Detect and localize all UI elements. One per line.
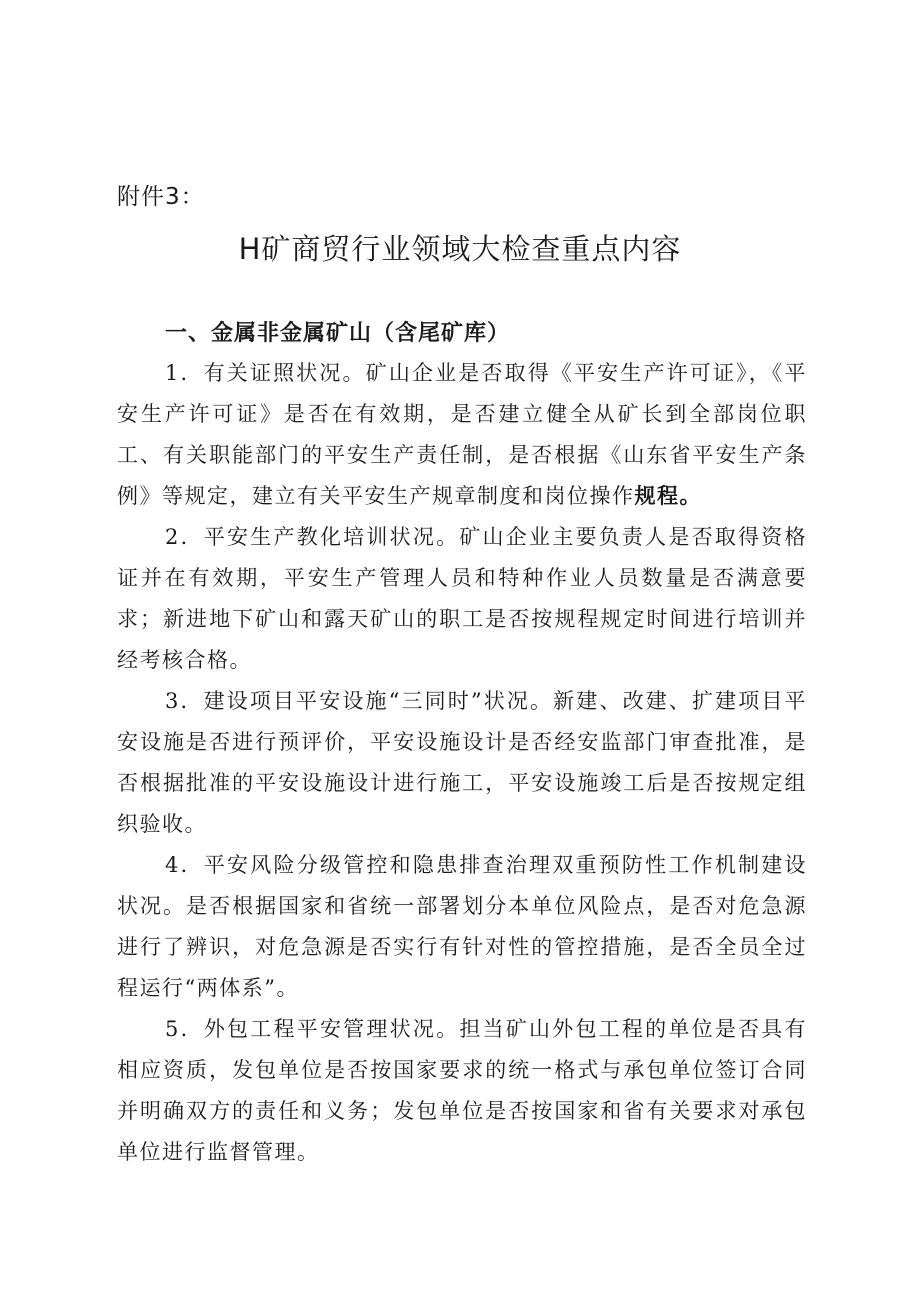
paragraph-2 (117, 517, 807, 681)
paragraph-1-tail: 规程。 (634, 484, 702, 508)
paragraph-1 (117, 353, 807, 517)
attachment-label: 附件3： (117, 184, 205, 210)
document-title: H矿商贸行业领域大检查重点内容 (238, 232, 682, 266)
paragraph-5 (117, 1009, 807, 1173)
paragraph-4 (117, 845, 807, 1009)
paragraph-4-text: 4．平安风险分级管控和隐患排查治理双重预防性工作机制建设状况。是否根据国家和省统一部署划分本单位风险点，是否对危急源进行了辨识，对危急源是否实行有针对性的管控措施，是否全员全过程运行“两体系”。 (117, 853, 807, 1000)
section-body (117, 353, 807, 1173)
paragraph-1-text: 1．有关证照状况。矿山企业是否取得《平安生产许可证》，《平安生产许可证》是否在有效期，是否建立健全从矿长到全部岗位职工、有关职能部门的平安生产责任制，是否根据《山东省平安生产条例》等规定，建立有关平安生产规章制度和岗位操作 (117, 361, 807, 508)
paragraph-3-text: 3．建设项目平安设施“三同时”状况。新建、改建、扩建项目平安设施是否进行预评价，平安设施设计是否经安监部门审查批准，是否根据批准的平安设施设计进行施工，平安设施竣工后是否按规定组织验收。 (117, 689, 807, 836)
section-heading: 一、金属非金属矿山（含尾矿库） (165, 321, 511, 346)
paragraph-5-text: 5．外包工程平安管理状况。担当矿山外包工程的单位是否具有相应资质，发包单位是否按国家要求的统一格式与承包单位签订合同并明确双方的责任和义务；发包单位是否按国家和省有关要求对承包单位进行监督管理。 (117, 1017, 807, 1164)
paragraph-2-text: 2．平安生产教化培训状况。矿山企业主要负责人是否取得资格证并在有效期，平安生产管理人员和特种作业人员数量是否满意要求；新进地下矿山和露天矿山的职工是否按规程规定时间进行培训并经考核合格。 (117, 525, 807, 672)
paragraph-3 (117, 681, 807, 845)
